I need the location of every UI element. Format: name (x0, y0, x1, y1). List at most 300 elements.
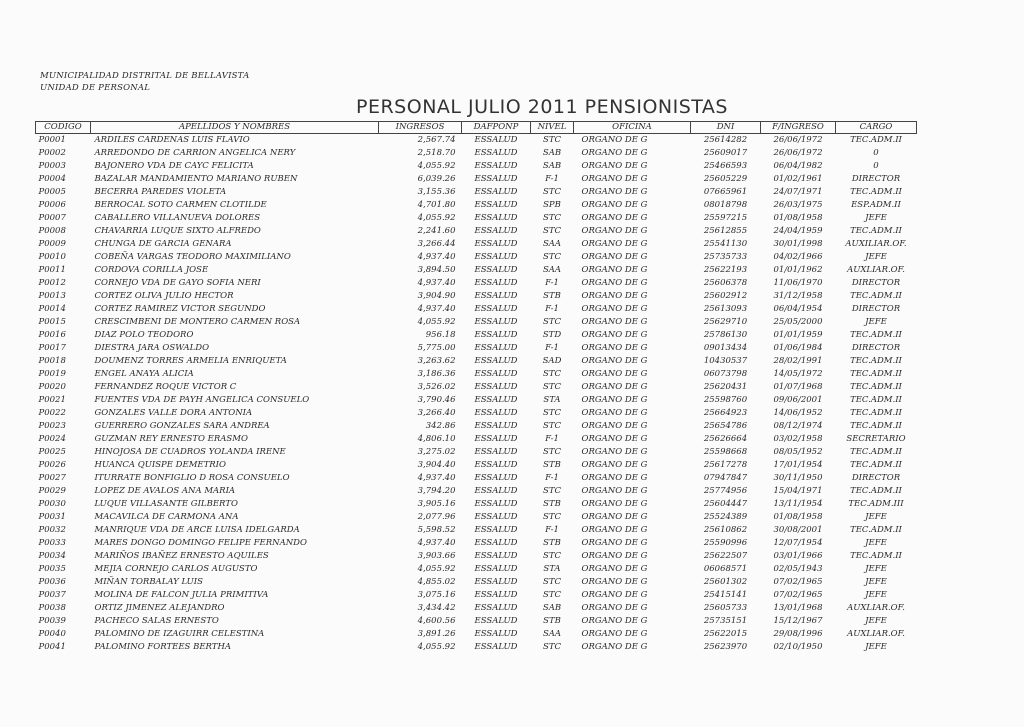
cell-oficina: ORGANO DE G (581, 564, 648, 574)
cell-codigo: P0026 (38, 460, 66, 470)
cell-fingreso: 03/01/1966 (773, 551, 823, 561)
cell-dni: 25606378 (703, 278, 748, 288)
cell-fingreso: 09/06/2001 (773, 395, 823, 405)
table-row (36, 160, 917, 173)
cell-dni: 25597215 (703, 213, 748, 223)
cell-dafponp: ESSALUD (474, 187, 518, 197)
col-header-nombres: APELLIDOS Y NOMBRES (91, 122, 379, 134)
cell-nivel: STB (543, 616, 561, 626)
cell-cargo: JEFE (865, 538, 887, 548)
title-text: PERSONAL JULIO 2011 PENSIONISTAS (356, 96, 728, 118)
cell-cargo: TEC.ADM.II (850, 525, 902, 535)
cell-dafponp: ESSALUD (474, 499, 518, 509)
cell-cargo: DIRECTOR (851, 343, 901, 353)
cell-cargo: SECRETARIO (846, 434, 906, 444)
cell-dafponp: ESSALUD (474, 434, 518, 444)
cell-cargo: TEC.ADM.II (850, 135, 902, 145)
cell-codigo: P0001 (38, 135, 66, 145)
table-row (36, 576, 917, 589)
cell-fingreso: 07/02/1965 (773, 590, 823, 600)
cell-codigo: P0013 (38, 291, 66, 301)
cell-oficina: ORGANO DE G (581, 356, 648, 366)
cell-oficina: ORGANO DE G (581, 538, 648, 548)
cell-codigo: P0025 (38, 447, 66, 457)
table-row (36, 628, 917, 641)
cell-cargo: DIRECTOR (851, 174, 901, 184)
cell-ingresos: 4,055.92 (417, 564, 456, 574)
cell-cargo: TEC.ADM.II (850, 382, 902, 392)
cell-oficina: ORGANO DE G (581, 473, 648, 483)
cell-nombre: PALOMINO FORTEES BERTHA (94, 642, 232, 652)
cell-dafponp: ESSALUD (474, 135, 518, 145)
cell-nivel: STC (543, 551, 561, 561)
cell-dafponp: ESSALUD (474, 226, 518, 236)
cell-ingresos: 3,790.46 (417, 395, 456, 405)
cell-oficina: ORGANO DE G (581, 629, 648, 639)
cell-ingresos: 3,894.50 (417, 265, 456, 275)
cell-fingreso: 14/05/1972 (773, 369, 823, 379)
cell-oficina: ORGANO DE G (581, 226, 648, 236)
cell-nombre: DIESTRA JARA OSWALDO (94, 343, 210, 353)
table-row (36, 251, 917, 264)
cell-codigo: P0032 (38, 525, 66, 535)
cell-nombre: ARDILES CARDENAS LUIS FLAVIO (94, 135, 250, 145)
cell-dafponp: ESSALUD (474, 577, 518, 587)
cell-oficina: ORGANO DE G (581, 200, 648, 210)
cell-fingreso: 01/06/1984 (773, 343, 823, 353)
cell-cargo: JEFE (865, 512, 887, 522)
cell-dafponp: ESSALUD (474, 538, 518, 548)
cell-cargo: TEC.ADM.II (850, 356, 902, 366)
cell-ingresos: 3,266.44 (417, 239, 456, 249)
cell-oficina: ORGANO DE G (581, 330, 648, 340)
table-row (36, 238, 917, 251)
cell-fingreso: 01/01/1962 (773, 265, 823, 275)
cell-oficina: ORGANO DE G (581, 213, 648, 223)
cell-oficina: ORGANO DE G (581, 447, 648, 457)
cell-codigo: P0007 (38, 213, 66, 223)
cell-nivel: STC (543, 577, 561, 587)
cell-cargo: DIRECTOR (851, 304, 901, 314)
cell-fingreso: 07/02/1965 (773, 577, 823, 587)
cell-dafponp: ESSALUD (474, 486, 518, 496)
cell-dni: 25613093 (703, 304, 748, 314)
cell-dni: 25604447 (703, 499, 748, 509)
cell-fingreso: 11/06/1970 (773, 278, 823, 288)
cell-nivel: STB (543, 499, 561, 509)
col-header-dafponp: DAFPONP (462, 122, 531, 134)
cell-nombre: GONZALES VALLE DORA ANTONIA (94, 408, 253, 418)
cell-oficina: ORGANO DE G (581, 512, 648, 522)
cell-codigo: P0016 (38, 330, 66, 340)
cell-nivel: STC (543, 187, 561, 197)
cell-dafponp: ESSALUD (474, 356, 518, 366)
table-row (36, 615, 917, 628)
cell-ingresos: 956.18 (425, 330, 456, 340)
table-row (36, 186, 917, 199)
cell-ingresos: 4,600.56 (417, 616, 456, 626)
cell-codigo: P0029 (38, 486, 66, 496)
cell-nombre: DIAZ POLO TEODORO (94, 330, 194, 340)
cell-nombre: FUENTES VDA DE PAYH ANGELICA CONSUELO (94, 395, 310, 405)
cell-cargo: JEFE (865, 213, 887, 223)
cell-nombre: BECERRA PAREDES VIOLETA (94, 187, 227, 197)
cell-dni: 07665961 (703, 187, 748, 197)
cell-dni: 25610862 (703, 525, 748, 535)
cell-fingreso: 26/06/1972 (773, 148, 823, 158)
cell-dni: 06068571 (703, 564, 748, 574)
cell-codigo: P0030 (38, 499, 66, 509)
table-row (36, 602, 917, 615)
cell-nivel: STC (543, 447, 561, 457)
table-row (36, 264, 917, 277)
cell-nombre: CHUNGA DE GARCIA GENARA (94, 239, 232, 249)
cell-fingreso: 28/02/1991 (773, 356, 823, 366)
cell-dafponp: ESSALUD (474, 343, 518, 353)
cell-dafponp: ESSALUD (474, 148, 518, 158)
cell-nombre: ENGEL ANAYA ALICIA (94, 369, 194, 379)
cell-dni: 25623970 (703, 642, 748, 652)
cell-fingreso: 01/08/1958 (773, 512, 823, 522)
cell-fingreso: 08/05/1952 (773, 447, 823, 457)
cell-ingresos: 4,055.92 (417, 317, 456, 327)
cell-fingreso: 30/08/2001 (773, 525, 823, 535)
cell-ingresos: 342.86 (425, 421, 456, 431)
cell-oficina: ORGANO DE G (581, 486, 648, 496)
cell-nivel: SPB (543, 200, 561, 210)
cell-codigo: P0009 (38, 239, 66, 249)
cell-fingreso: 06/04/1982 (773, 161, 823, 171)
cell-fingreso: 13/11/1954 (773, 499, 823, 509)
table-row (36, 498, 917, 511)
cell-dafponp: ESSALUD (474, 512, 518, 522)
cell-cargo: TEC.ADM.II (850, 408, 902, 418)
cell-fingreso: 29/08/1996 (773, 629, 823, 639)
cell-cargo: JEFE (865, 616, 887, 626)
cell-ingresos: 4,055.92 (417, 213, 456, 223)
table-row (36, 381, 917, 394)
cell-fingreso: 24/04/1959 (773, 226, 823, 236)
table-row (36, 329, 917, 342)
cell-cargo: TEC.ADM.II (850, 226, 902, 236)
cell-fingreso: 14/06/1952 (773, 408, 823, 418)
cell-dafponp: ESSALUD (474, 161, 518, 171)
cell-nivel: F-1 (545, 278, 559, 288)
cell-dafponp: ESSALUD (474, 564, 518, 574)
cell-fingreso: 01/07/1968 (773, 382, 823, 392)
cell-fingreso: 15/12/1967 (773, 616, 823, 626)
cell-oficina: ORGANO DE G (581, 252, 648, 262)
cell-nombre: BERROCAL SOTO CARMEN CLOTILDE (94, 200, 267, 210)
cell-ingresos: 3,155.36 (417, 187, 456, 197)
cell-nombre: MIÑAN TORBALAY LUIS (94, 577, 203, 587)
cell-dni: 25654786 (703, 421, 748, 431)
table-header-row (36, 122, 917, 134)
cell-fingreso: 17/01/1954 (773, 460, 823, 470)
cell-cargo: TEC.ADM.II (850, 330, 902, 340)
cell-nivel: SAA (542, 265, 562, 275)
cell-nivel: F-1 (545, 343, 559, 353)
col-header-cargo: CARGO (836, 122, 917, 134)
cell-oficina: ORGANO DE G (581, 590, 648, 600)
cell-cargo: JEFE (865, 564, 887, 574)
cell-dni: 25620431 (703, 382, 748, 392)
cell-ingresos: 4,701.80 (417, 200, 456, 210)
cell-dafponp: ESSALUD (474, 265, 518, 275)
cell-nivel: STC (543, 512, 561, 522)
cell-dni: 25622193 (703, 265, 748, 275)
cell-nivel: STC (543, 486, 561, 496)
cell-codigo: P0040 (38, 629, 66, 639)
table-row (36, 446, 917, 459)
cell-nombre: BAZALAR MANDAMIENTO MARIANO RUBEN (94, 174, 298, 184)
cell-dafponp: ESSALUD (474, 408, 518, 418)
cell-nombre: ITURRATE BONFIGLIO D ROSA CONSUELO (94, 473, 290, 483)
cell-oficina: ORGANO DE G (581, 317, 648, 327)
cell-dafponp: ESSALUD (474, 525, 518, 535)
cell-nombre: DOUMENZ TORRES ARMELIA ENRIQUETA (94, 356, 287, 366)
cell-dni: 25590996 (703, 538, 748, 548)
cell-nombre: ARREDONDO DE CARRION ANGELICA NERY (94, 148, 296, 158)
cell-codigo: P0004 (38, 174, 66, 184)
table-row (36, 316, 917, 329)
cell-oficina: ORGANO DE G (581, 343, 648, 353)
cell-ingresos: 2,241.60 (417, 226, 456, 236)
cell-dafponp: ESSALUD (474, 590, 518, 600)
cell-nivel: STB (543, 538, 561, 548)
cell-nombre: CORDOVA CORILLA JOSE (94, 265, 209, 275)
cell-oficina: ORGANO DE G (581, 525, 648, 535)
cell-fingreso: 12/07/1954 (773, 538, 823, 548)
cell-dni: 25524389 (703, 512, 748, 522)
cell-cargo: ESP.ADM.II (851, 200, 901, 210)
cell-dni: 25626664 (703, 434, 748, 444)
cell-ingresos: 5,598.52 (417, 525, 456, 535)
cell-ingresos: 5,775.00 (417, 343, 456, 353)
cell-cargo: TEC.ADM.II (850, 447, 902, 457)
cell-cargo: TEC.ADM.II (850, 395, 902, 405)
table-row (36, 225, 917, 238)
cell-codigo: P0020 (38, 382, 66, 392)
cell-cargo: AUXLIAR.OF. (847, 603, 905, 613)
cell-dni: 25598760 (703, 395, 748, 405)
cell-nivel: SAD (542, 356, 562, 366)
cell-ingresos: 3,275.02 (417, 447, 456, 457)
cell-oficina: ORGANO DE G (581, 408, 648, 418)
cell-ingresos: 3,905.16 (417, 499, 456, 509)
cell-dni: 25612855 (703, 226, 748, 236)
cell-fingreso: 31/12/1958 (773, 291, 823, 301)
cell-nivel: F-1 (545, 304, 559, 314)
cell-codigo: P0002 (38, 148, 66, 158)
cell-dni: 25541130 (703, 239, 748, 249)
table-row (36, 641, 917, 654)
cell-fingreso: 30/11/1950 (773, 473, 823, 483)
cell-nivel: STC (543, 226, 561, 236)
cell-codigo: P0038 (38, 603, 66, 613)
cell-dni: 25609017 (703, 148, 748, 158)
cell-dafponp: ESSALUD (474, 200, 518, 210)
cell-dafponp: ESSALUD (474, 304, 518, 314)
cell-ingresos: 3,903.66 (417, 551, 456, 561)
cell-codigo: P0031 (38, 512, 66, 522)
cell-dafponp: ESSALUD (474, 642, 518, 652)
cell-ingresos: 4,806.10 (417, 434, 456, 444)
cell-oficina: ORGANO DE G (581, 434, 648, 444)
cell-fingreso: 04/02/1966 (773, 252, 823, 262)
cell-cargo: DIRECTOR (851, 278, 901, 288)
table-body (36, 134, 917, 655)
cell-cargo: JEFE (865, 642, 887, 652)
cell-dafponp: ESSALUD (474, 382, 518, 392)
cell-codigo: P0011 (38, 265, 66, 275)
cell-codigo: P0034 (38, 551, 66, 561)
cell-nombre: MARIÑOS IBAÑEZ ERNESTO AQUILES (94, 551, 269, 561)
cell-oficina: ORGANO DE G (581, 161, 648, 171)
cell-nivel: F-1 (545, 473, 559, 483)
cell-ingresos: 3,891.26 (417, 629, 456, 639)
page-title (0, 96, 1024, 118)
cell-nivel: STD (542, 330, 562, 340)
cell-ingresos: 3,794.20 (417, 486, 456, 496)
cell-oficina: ORGANO DE G (581, 239, 648, 249)
cell-nivel: F-1 (545, 434, 559, 444)
cell-dni: 25735151 (703, 616, 748, 626)
cell-codigo: P0010 (38, 252, 66, 262)
cell-dni: 25617278 (703, 460, 748, 470)
cell-nombre: MACAVILCA DE CARMONA ANA (94, 512, 239, 522)
cell-fingreso: 08/12/1974 (773, 421, 823, 431)
cell-dni: 25601302 (703, 577, 748, 587)
cell-cargo: 0 (873, 148, 879, 158)
table-row (36, 212, 917, 225)
cell-cargo: AUXLIAR.OF. (847, 629, 905, 639)
table-row (36, 589, 917, 602)
cell-nombre: MOLINA DE FALCON JULIA PRIMITIVA (94, 590, 269, 600)
table-row (36, 355, 917, 368)
cell-cargo: TEC.ADM.II (850, 369, 902, 379)
col-header-ingresos: INGRESOS (379, 122, 462, 134)
cell-nombre: ORTIZ JIMENEZ ALEJANDRO (94, 603, 225, 613)
col-header-nivel: NIVEL (531, 122, 574, 134)
cell-ingresos: 4,937.40 (417, 538, 456, 548)
cell-oficina: ORGANO DE G (581, 499, 648, 509)
cell-nivel: STC (543, 213, 561, 223)
cell-oficina: ORGANO DE G (581, 382, 648, 392)
cell-ingresos: 3,263.62 (417, 356, 456, 366)
table-row (36, 511, 917, 524)
cell-oficina: ORGANO DE G (581, 148, 648, 158)
cell-cargo: TEC.ADM.II (850, 486, 902, 496)
cell-oficina: ORGANO DE G (581, 174, 648, 184)
cell-cargo: TEC.ADM.II (850, 460, 902, 470)
cell-codigo: P0005 (38, 187, 66, 197)
cell-nivel: SAB (542, 603, 562, 613)
cell-fingreso: 01/01/1959 (773, 330, 823, 340)
cell-dni: 25466593 (703, 161, 748, 171)
table-row (36, 368, 917, 381)
cell-oficina: ORGANO DE G (581, 616, 648, 626)
cell-dni: 25605229 (703, 174, 748, 184)
cell-nombre: CORTEZ OLIVA JULIO HECTOR (94, 291, 234, 301)
pensioners-table (35, 121, 917, 654)
cell-nombre: COBEÑA VARGAS TEODORO MAXIMILIANO (94, 252, 291, 262)
cell-nivel: SAA (542, 629, 562, 639)
cell-nombre: CRESCIMBENI DE MONTERO CARMEN ROSA (94, 317, 301, 327)
cell-ingresos: 4,937.40 (417, 473, 456, 483)
table-row (36, 303, 917, 316)
cell-dni: 25622507 (703, 551, 748, 561)
cell-dafponp: ESSALUD (474, 369, 518, 379)
table-row (36, 524, 917, 537)
cell-codigo: P0039 (38, 616, 66, 626)
cell-dni: 25614282 (703, 135, 748, 145)
cell-nivel: STC (543, 421, 561, 431)
cell-dni: 06073798 (703, 369, 748, 379)
cell-codigo: P0019 (38, 369, 66, 379)
cell-codigo: P0024 (38, 434, 66, 444)
cell-cargo: TEC.ADM.II (850, 551, 902, 561)
cell-dni: 25598668 (703, 447, 748, 457)
cell-dni: 25415141 (703, 590, 748, 600)
cell-cargo: TEC.ADM.II (850, 421, 902, 431)
cell-nivel: STC (543, 590, 561, 600)
cell-fingreso: 06/04/1954 (773, 304, 823, 314)
cell-cargo: JEFE (865, 317, 887, 327)
cell-fingreso: 30/01/1998 (773, 239, 823, 249)
cell-nombre: HUANCA QUISPE DEMETRIO (94, 460, 226, 470)
cell-dafponp: ESSALUD (474, 551, 518, 561)
cell-nombre: LUQUE VILLASANTE GILBERTO (94, 499, 238, 509)
cell-fingreso: 13/01/1968 (773, 603, 823, 613)
col-header-oficina: OFICINA (574, 122, 691, 134)
cell-nombre: PALOMINO DE IZAGUIRR CELESTINA (94, 629, 265, 639)
cell-fingreso: 26/03/1975 (773, 200, 823, 210)
cell-oficina: ORGANO DE G (581, 187, 648, 197)
cell-nombre: FERNANDEZ ROQUE VICTOR C (94, 382, 237, 392)
cell-cargo: TEC.ADM.II (850, 291, 902, 301)
cell-oficina: ORGANO DE G (581, 135, 648, 145)
cell-dafponp: ESSALUD (474, 616, 518, 626)
cell-ingresos: 2,567.74 (417, 135, 456, 145)
cell-nivel: SAA (542, 239, 562, 249)
table-row (36, 394, 917, 407)
cell-dafponp: ESSALUD (474, 447, 518, 457)
cell-nombre: CHAVARRIA LUQUE SIXTO ALFREDO (94, 226, 261, 236)
cell-nivel: STC (543, 252, 561, 262)
cell-fingreso: 01/08/1958 (773, 213, 823, 223)
cell-codigo: P0027 (38, 473, 66, 483)
cell-cargo: JEFE (865, 252, 887, 262)
cell-fingreso: 25/05/2000 (773, 317, 823, 327)
table-row (36, 173, 917, 186)
cell-dni: 09013434 (703, 343, 748, 353)
cell-nivel: STC (543, 382, 561, 392)
cell-oficina: ORGANO DE G (581, 278, 648, 288)
table-row (36, 420, 917, 433)
table-row (36, 199, 917, 212)
cell-nombre: CORTEZ RAMIREZ VICTOR SEGUNDO (94, 304, 266, 314)
cell-ingresos: 3,075.16 (417, 590, 456, 600)
cell-codigo: P0023 (38, 421, 66, 431)
table-row (36, 407, 917, 420)
cell-dafponp: ESSALUD (474, 330, 518, 340)
cell-ingresos: 3,904.90 (417, 291, 456, 301)
cell-nivel: STB (543, 460, 561, 470)
cell-nombre: MEJIA CORNEJO CARLOS AUGUSTO (94, 564, 258, 574)
table-row (36, 134, 917, 148)
cell-nivel: STC (543, 408, 561, 418)
